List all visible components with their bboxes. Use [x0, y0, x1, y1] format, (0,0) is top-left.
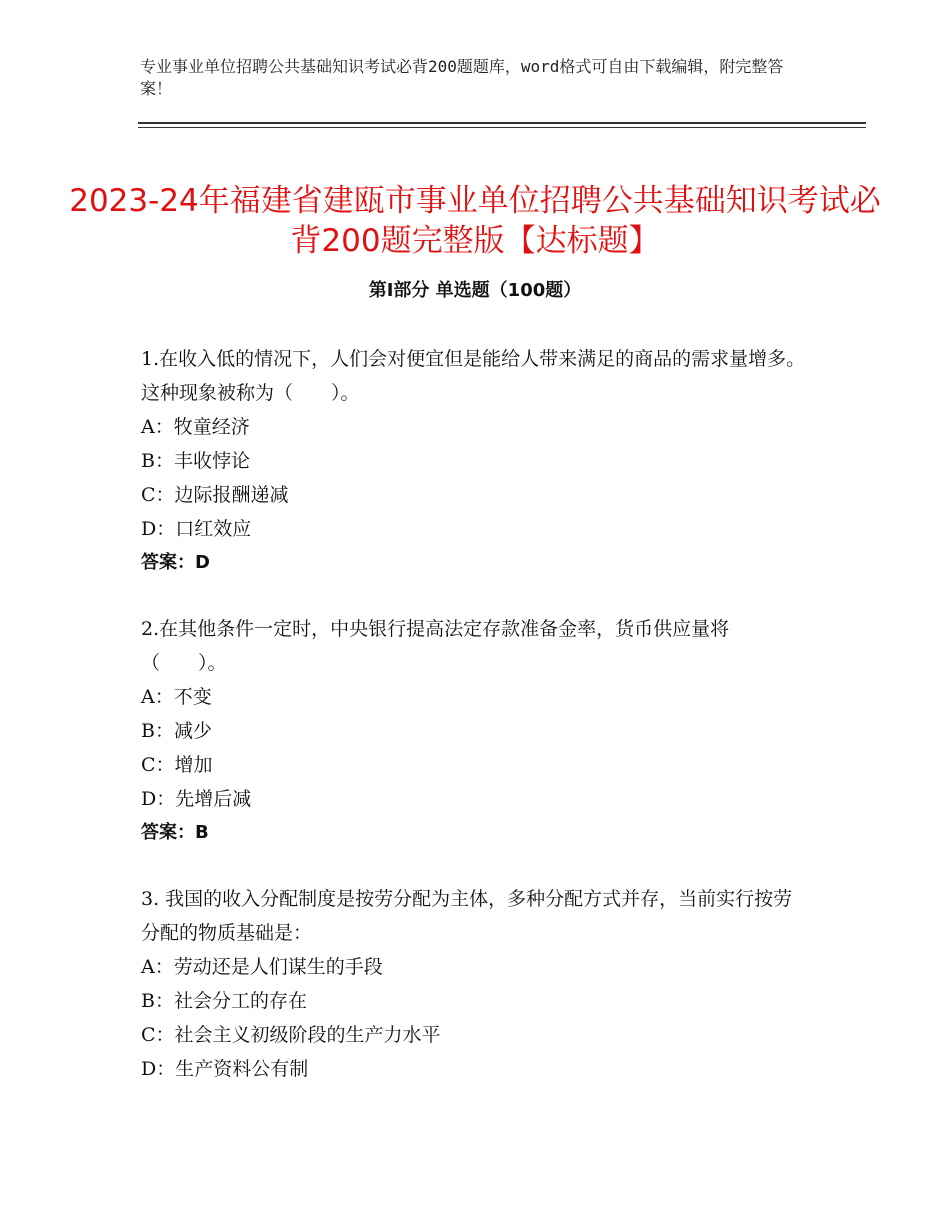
document-title: 2023-24年福建省建瓯市事业单位招聘公共基础知识考试必背200题完整版【达标题】 [69, 182, 881, 259]
question-stem: 3. 我国的收入分配制度是按劳分配为主体，多种分配方式并存，当前实行按劳分配的物质基础是： [141, 888, 793, 944]
question-list [141, 342, 811, 1118]
question-stem: 2.在其他条件一定时，中央银行提高法定存款准备金率，货币供应量将（ ）。 [141, 618, 730, 674]
option-b: B：减少 [141, 720, 212, 742]
question-1 [141, 342, 811, 580]
option-d: D：先增后减 [141, 788, 252, 810]
answer: 答案：B [141, 822, 209, 843]
option-b: B：丰收悖论 [141, 450, 250, 472]
header-rule-thick [138, 122, 866, 124]
option-a: A：牧童经济 [141, 416, 250, 438]
option-c: C：边际报酬递减 [141, 484, 289, 506]
option-b: B：社会分工的存在 [141, 990, 307, 1012]
question-2 [141, 612, 811, 850]
header-rule-thin [138, 127, 866, 128]
question-stem: 1.在收入低的情况下，人们会对便宜但是能给人带来满足的商品的需求量增多。这种现象被称为（ ）。 [141, 348, 806, 404]
option-a: A：劳动还是人们谋生的手段 [141, 956, 383, 978]
header-note: 专业事业单位招聘公共基础知识考试必背200题题库，word格式可自由下载编辑，附完整答案！ [140, 57, 784, 98]
option-d: D：口红效应 [141, 518, 252, 540]
answer: 答案：D [141, 552, 210, 573]
option-c: C：社会主义初级阶段的生产力水平 [141, 1024, 441, 1046]
section-heading: 第Ⅰ部分 单选题（100题） [368, 280, 582, 301]
question-3 [141, 882, 811, 1086]
option-c: C：增加 [141, 754, 213, 776]
option-d: D：生产资料公有制 [141, 1058, 309, 1080]
option-a: A：不变 [141, 686, 212, 708]
